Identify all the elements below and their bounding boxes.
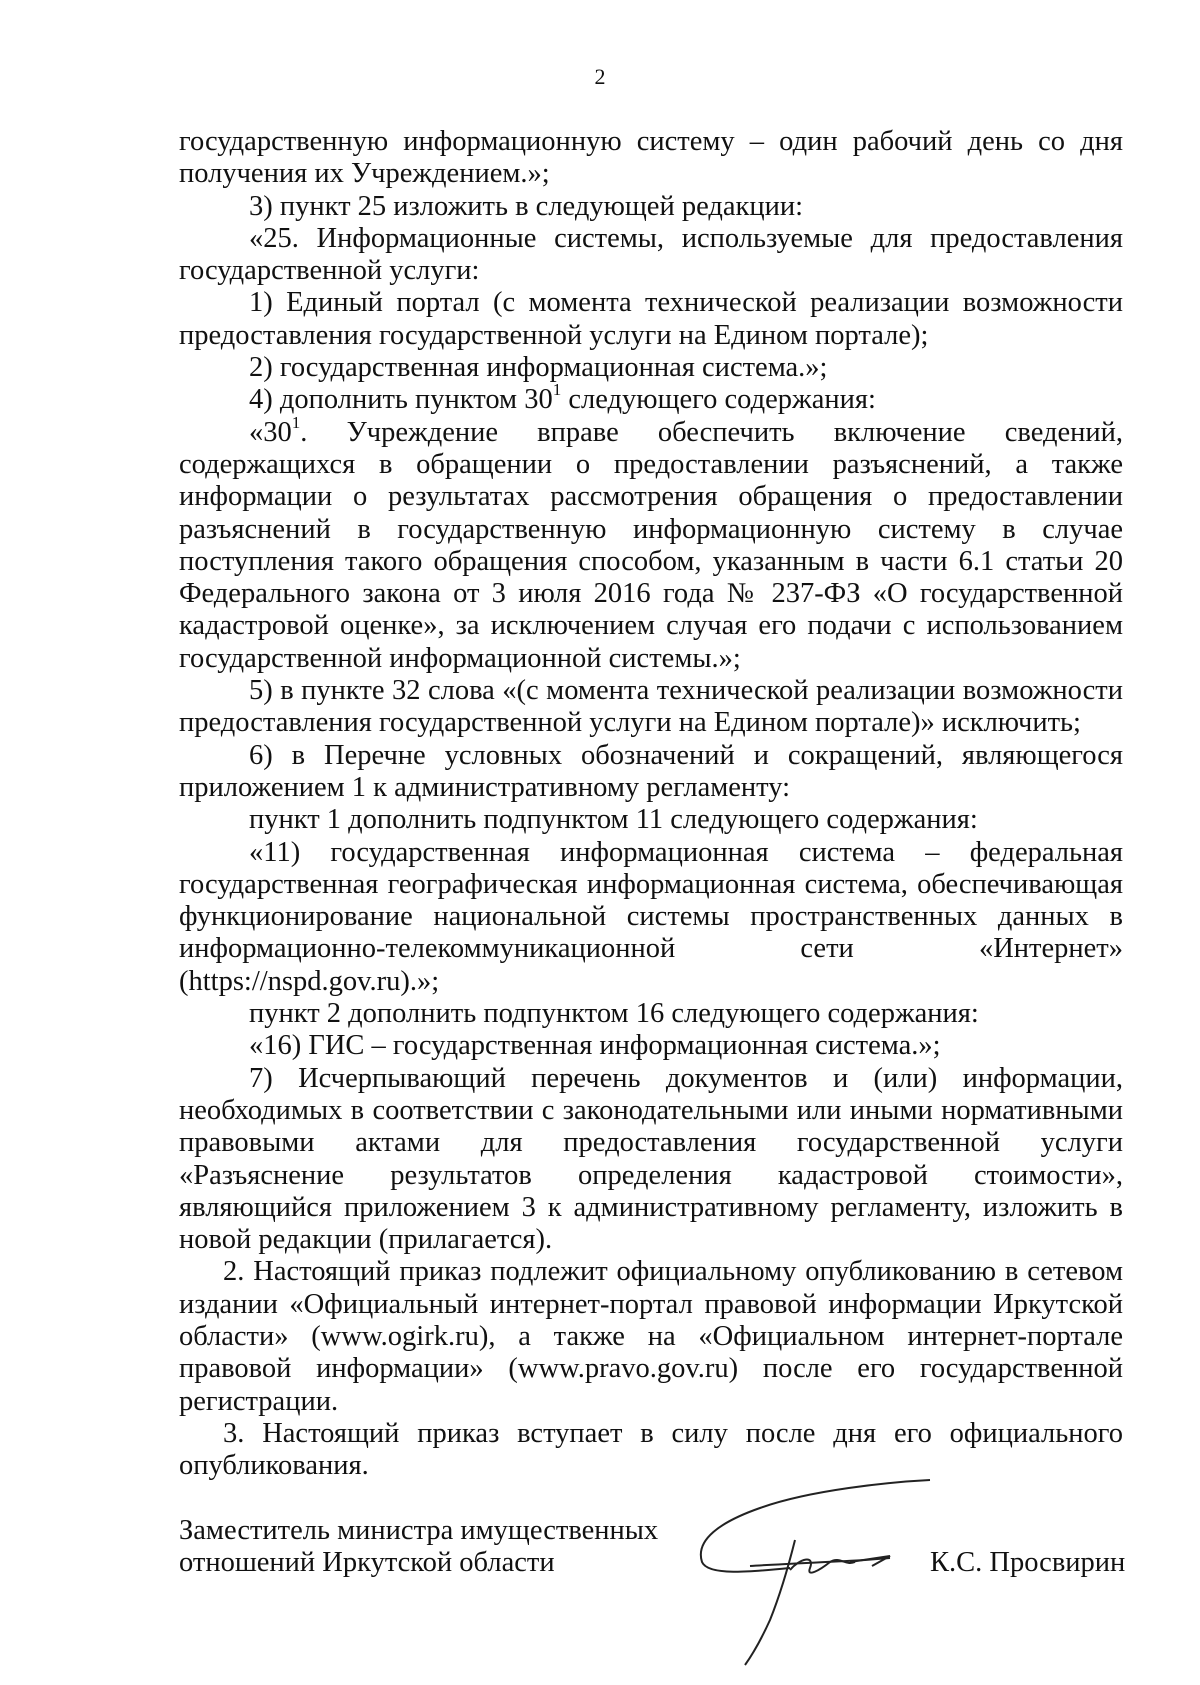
- signer-name: К.С. Просвирин: [930, 1547, 1126, 1578]
- page-number: 2: [594, 64, 606, 89]
- paragraph-item-3: 3) пункт 25 изложить в следующей редакции:: [249, 190, 804, 222]
- handwritten-signature: [690, 1470, 970, 1670]
- paragraph-point-25: «25. Информационные системы, используемые для предоставления государственной услуги:: [179, 222, 1123, 287]
- paragraph-item-6: 6) в Перечне условных обозначений и сокращений, являющегося приложением 1 к административному регламенту:: [179, 739, 1123, 803]
- paragraph-item-4: 4) дополнить пунктом $30^1$ следующего содержания:: [249, 380, 876, 416]
- paragraph-subitem-1: 1) Единый портал (с момента технической реализации возможности предоставления государственной услуги на Едином портале);: [179, 287, 1123, 351]
- paragraph-subpoint-11: «11) государственная информационная система – федеральная государственная географическая информационная система, обеспечивающая функционирование национальной системы пространственных данных в информационно-телекоммуникационной сети «Интернет»: [179, 836, 1123, 965]
- paragraph-item-5: 5) в пункте 32 слова «(с момента технической реализации возможности предоставления государственной услуги на Едином портале)» исключить;: [179, 675, 1123, 739]
- paragraph-item-7: 7) Исчерпывающий перечень документов и (или) информации, необходимых в соответствии с законодательными или иными нормативными правовыми актами для предоставления государственной услуги «Разъяснение результатов определения кадастровой стоимости», являющийся приложением 3 к административному регламенту, изложить в новой редакции (прилагается).: [179, 1062, 1123, 1256]
- paragraph-subpoint-11-url: (https://nspd.gov.ru).»;: [179, 965, 440, 997]
- paragraph-subitem-2: 2) государственная информационная система.»;: [249, 352, 828, 384]
- paragraph-continuation: государственную информационную систему – один рабочий день со дня получения их Учреждением.»;: [179, 126, 1123, 190]
- signer-title: Заместитель министра имущественных отношений Иркутской области: [179, 1515, 659, 1579]
- paragraph-section-3: 3. Настоящий приказ вступает в силу после дня его официального опубликования.: [179, 1417, 1123, 1482]
- paragraph-subpoint-16: «16) ГИС – государственная информационная система.»;: [249, 1030, 941, 1062]
- paragraph-section-2: 2. Настоящий приказ подлежит официальному опубликованию в сетевом издании «Официальный интернет-портал правовой информации Иркутской области» (www.ogirk.ru), а также на «Официальном интернет-портале правовой информации» (www.pravo.gov.ru) после его государственной регистрации.: [179, 1256, 1123, 1417]
- paragraph-point-30-1: «$30^1$. Учреждение вправе обеспечить включение сведений, содержащихся в обращении о предоставлении разъяснений, а также информации о результатах рассмотрения обращения о предоставлении разъяснений в государственную информационную систему в случае поступления такого обращения способом, указанным в части 6.1 статьи 20 Федерального закона от 3 июля 2016 года № 237-ФЗ «О государственной кадастровой оценке», за исключением случая его подачи с использованием государственной информационной системы.»;: [179, 412, 1123, 674]
- paragraph-point-2-addition: пункт 2 дополнить подпунктом 16 следующего содержания:: [249, 998, 979, 1030]
- document-body: [179, 126, 1123, 1482]
- paragraph-point-1-addition: пункт 1 дополнить подпунктом 11 следующего содержания:: [249, 804, 978, 836]
